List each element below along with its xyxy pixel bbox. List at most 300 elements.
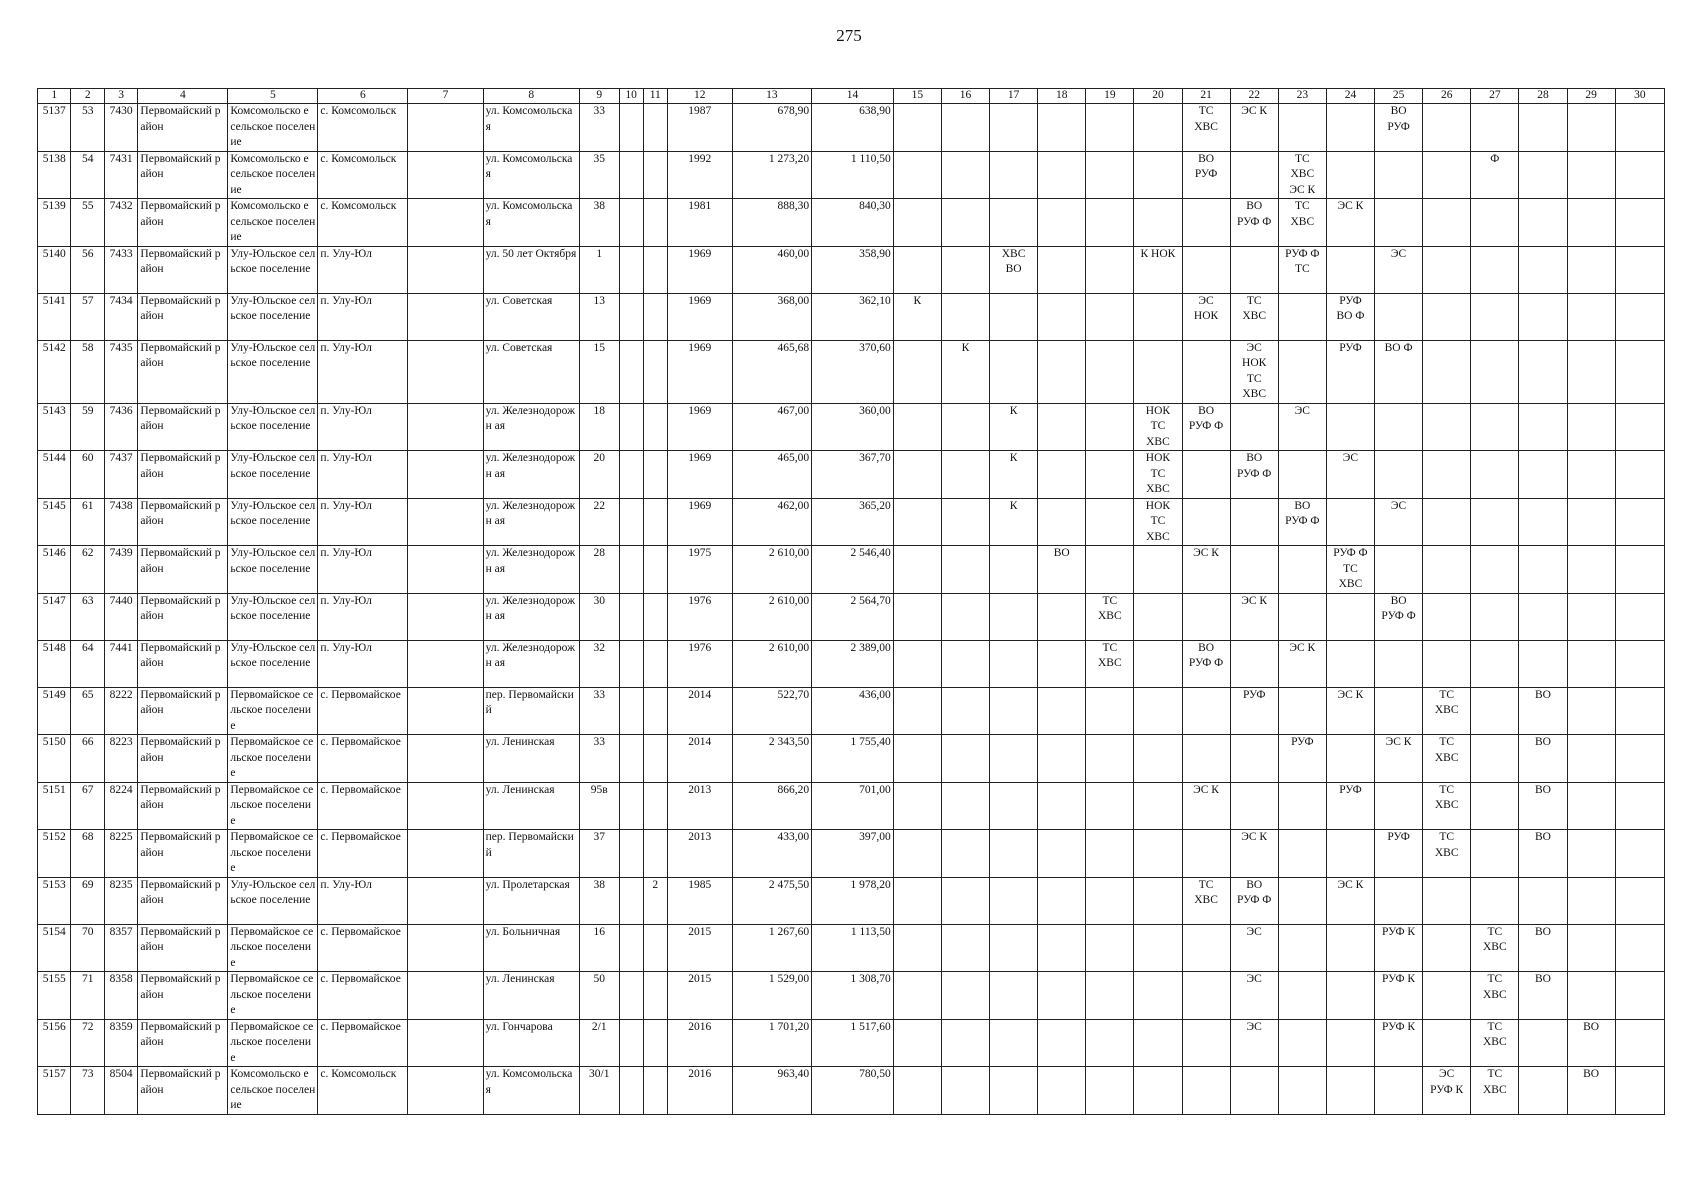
cell-col-20 bbox=[1134, 104, 1182, 152]
cell-col-3: 8504 bbox=[104, 1067, 137, 1115]
cell-col-19 bbox=[1086, 972, 1134, 1020]
cell-col-26 bbox=[1423, 782, 1471, 830]
cell-col-16 bbox=[941, 877, 989, 924]
cell-col-5: Первомайское сельское поселение bbox=[228, 924, 318, 972]
cell-col-12: 1976 bbox=[667, 640, 732, 687]
cell-col-20 bbox=[1134, 246, 1182, 293]
cell-col-2: 57 bbox=[71, 293, 104, 340]
mark-text: ХВС bbox=[1434, 704, 1459, 716]
cell-col-12: 2013 bbox=[667, 782, 732, 830]
cell-col-27 bbox=[1471, 403, 1519, 451]
cell-col-5: Первомайское сельское поселение bbox=[228, 782, 318, 830]
cell-col-26 bbox=[1423, 199, 1471, 247]
cell-col-15 bbox=[893, 735, 941, 783]
mark-text: К bbox=[1009, 404, 1018, 417]
cell-col-9: 35 bbox=[579, 151, 619, 199]
cell-col-22 bbox=[1230, 877, 1278, 924]
table-row bbox=[38, 546, 1665, 594]
cell-col-22 bbox=[1230, 640, 1278, 687]
cell-col-7 bbox=[408, 593, 483, 640]
cell-col-12: 1969 bbox=[667, 498, 732, 546]
mark-text: ВО bbox=[1005, 263, 1022, 275]
column-header-1: 1 bbox=[38, 89, 71, 104]
cell-col-1: 5147 bbox=[38, 593, 71, 640]
cell-col-9: 30/1 bbox=[579, 1067, 619, 1115]
cell-col-24 bbox=[1326, 782, 1374, 830]
cell-col-25 bbox=[1375, 403, 1423, 451]
cell-col-3: 7435 bbox=[104, 340, 137, 403]
table-row bbox=[38, 735, 1665, 783]
cell-col-21 bbox=[1182, 246, 1230, 293]
cell-col-17 bbox=[990, 403, 1038, 451]
cell-col-18 bbox=[1038, 246, 1086, 293]
cell-col-10 bbox=[619, 640, 643, 687]
cell-col-17 bbox=[990, 451, 1038, 499]
cell-col-19 bbox=[1086, 1019, 1134, 1067]
cell-col-11 bbox=[643, 293, 667, 340]
cell-col-4: Первомайский район bbox=[138, 199, 228, 247]
cell-col-11 bbox=[643, 924, 667, 972]
mark-text: ЭС К bbox=[1385, 736, 1412, 748]
cell-col-25 bbox=[1375, 498, 1423, 546]
cell-col-27 bbox=[1471, 498, 1519, 546]
mark-text: ЭС К bbox=[1289, 641, 1316, 654]
cell-col-15 bbox=[893, 640, 941, 687]
cell-col-27 bbox=[1471, 1067, 1519, 1115]
cell-col-18 bbox=[1038, 687, 1086, 735]
cell-col-10 bbox=[619, 104, 643, 152]
cell-col-16 bbox=[941, 687, 989, 735]
cell-col-29 bbox=[1567, 104, 1615, 152]
cell-col-27 bbox=[1471, 104, 1519, 152]
cell-col-16 bbox=[941, 104, 989, 152]
cell-col-3: 7440 bbox=[104, 593, 137, 640]
cell-col-27 bbox=[1471, 687, 1519, 735]
cell-col-12: 1987 bbox=[667, 104, 732, 152]
mark-text: ТС bbox=[1487, 1020, 1503, 1033]
cell-col-3: 7436 bbox=[104, 403, 137, 451]
cell-col-17 bbox=[990, 972, 1038, 1020]
mark-text: ХВС bbox=[1194, 120, 1218, 133]
cell-col-1: 5141 bbox=[38, 293, 71, 340]
cell-col-22 bbox=[1230, 293, 1278, 340]
cell-col-23 bbox=[1278, 877, 1326, 924]
cell-col-14: 1 110,50 bbox=[812, 151, 894, 199]
cell-col-16 bbox=[941, 593, 989, 640]
cell-col-20 bbox=[1134, 199, 1182, 247]
cell-col-24 bbox=[1326, 972, 1374, 1020]
cell-col-24 bbox=[1326, 293, 1374, 340]
cell-col-16 bbox=[941, 498, 989, 546]
mark-text: РУФ К bbox=[1382, 925, 1416, 938]
cell-col-8: ул. Ленинская bbox=[483, 735, 579, 783]
cell-col-14: 701,00 bbox=[812, 782, 894, 830]
cell-col-8: ул. Железнодорожн ая bbox=[483, 546, 579, 594]
cell-col-9: 2/1 bbox=[579, 1019, 619, 1067]
cell-col-3: 7430 bbox=[104, 104, 137, 152]
cell-col-29 bbox=[1567, 1019, 1615, 1067]
cell-col-15 bbox=[893, 293, 941, 340]
cell-col-23 bbox=[1278, 498, 1326, 546]
mark-text: ВО bbox=[1583, 1020, 1600, 1033]
cell-col-21 bbox=[1182, 1019, 1230, 1067]
cell-col-3: 8223 bbox=[104, 735, 137, 783]
mark-text: НОК bbox=[1145, 452, 1171, 464]
mark-text: ЭС К bbox=[1241, 594, 1268, 607]
cell-col-9: 37 bbox=[579, 830, 619, 878]
cell-col-1: 5148 bbox=[38, 640, 71, 687]
cell-col-26 bbox=[1423, 924, 1471, 972]
cell-col-8: ул. 50 лет Октября bbox=[483, 246, 579, 293]
cell-col-26 bbox=[1423, 735, 1471, 783]
column-header-13: 13 bbox=[732, 89, 812, 104]
cell-col-30 bbox=[1615, 451, 1664, 499]
mark-text: ТС bbox=[1439, 688, 1455, 701]
mark-text: ХВС bbox=[1434, 799, 1459, 811]
cell-col-5: Первомайское сельское поселение bbox=[228, 830, 318, 878]
cell-col-30 bbox=[1615, 830, 1664, 878]
column-header-17: 17 bbox=[990, 89, 1038, 104]
cell-col-30 bbox=[1615, 340, 1664, 403]
cell-col-18 bbox=[1038, 293, 1086, 340]
cell-col-4: Первомайский район bbox=[138, 782, 228, 830]
cell-col-3: 8222 bbox=[104, 687, 137, 735]
cell-col-16 bbox=[941, 293, 989, 340]
cell-col-3: 7432 bbox=[104, 199, 137, 247]
column-header-20: 20 bbox=[1134, 89, 1182, 104]
cell-col-22 bbox=[1230, 546, 1278, 594]
cell-col-1: 5137 bbox=[38, 104, 71, 152]
table-row bbox=[38, 640, 1665, 687]
mark-text: ХВС bbox=[1097, 610, 1122, 622]
cell-col-12: 2014 bbox=[667, 687, 732, 735]
cell-col-19 bbox=[1086, 735, 1134, 783]
cell-col-11 bbox=[643, 340, 667, 403]
cell-col-6: п. Улу-Юл bbox=[318, 593, 408, 640]
cell-col-18 bbox=[1038, 104, 1086, 152]
mark-text: ТС bbox=[1343, 562, 1358, 575]
cell-col-28 bbox=[1519, 1019, 1567, 1067]
cell-col-22 bbox=[1230, 830, 1278, 878]
cell-col-30 bbox=[1615, 640, 1664, 687]
cell-col-19 bbox=[1086, 924, 1134, 972]
table-row bbox=[38, 1067, 1665, 1115]
mark-text: РУФ К bbox=[1382, 1020, 1416, 1033]
cell-col-15 bbox=[893, 924, 941, 972]
mark-text: ХВС bbox=[1338, 578, 1363, 590]
column-header-14: 14 bbox=[812, 89, 894, 104]
cell-col-22 bbox=[1230, 1067, 1278, 1115]
cell-col-4: Первомайский район bbox=[138, 546, 228, 594]
cell-col-23 bbox=[1278, 640, 1326, 687]
cell-col-20 bbox=[1134, 640, 1182, 687]
cell-col-26 bbox=[1423, 546, 1471, 594]
cell-col-28 bbox=[1519, 104, 1567, 152]
cell-col-5: Улу-Юльское сельское поселение bbox=[228, 246, 318, 293]
cell-col-7 bbox=[408, 877, 483, 924]
cell-col-16 bbox=[941, 735, 989, 783]
cell-col-22 bbox=[1230, 735, 1278, 783]
cell-col-27 bbox=[1471, 593, 1519, 640]
cell-col-14: 1 978,20 bbox=[812, 877, 894, 924]
cell-col-28 bbox=[1519, 593, 1567, 640]
cell-col-22 bbox=[1230, 451, 1278, 499]
mark-text: ВО bbox=[1583, 1068, 1600, 1080]
cell-col-1: 5156 bbox=[38, 1019, 71, 1067]
cell-col-20 bbox=[1134, 340, 1182, 403]
cell-col-14: 2 564,70 bbox=[812, 593, 894, 640]
cell-col-6: с. Комсомольск bbox=[318, 104, 408, 152]
cell-col-10 bbox=[619, 593, 643, 640]
cell-col-6: п. Улу-Юл bbox=[318, 640, 408, 687]
cell-col-13: 1 701,20 bbox=[732, 1019, 812, 1067]
column-header-7: 7 bbox=[408, 89, 483, 104]
mark-text: ТС bbox=[1487, 973, 1503, 985]
cell-col-23 bbox=[1278, 451, 1326, 499]
mark-text: ТС bbox=[1294, 152, 1310, 165]
mark-text: ВО bbox=[1534, 925, 1551, 938]
cell-col-20 bbox=[1134, 498, 1182, 546]
cell-col-20 bbox=[1134, 151, 1182, 199]
cell-col-28 bbox=[1519, 877, 1567, 924]
cell-col-29 bbox=[1567, 593, 1615, 640]
cell-col-30 bbox=[1615, 877, 1664, 924]
register-table bbox=[37, 88, 1665, 1115]
cell-col-30 bbox=[1615, 593, 1664, 640]
cell-col-21 bbox=[1182, 877, 1230, 924]
cell-col-26 bbox=[1423, 687, 1471, 735]
cell-col-13: 2 610,00 bbox=[732, 640, 812, 687]
cell-col-2: 54 bbox=[71, 151, 104, 199]
cell-col-15 bbox=[893, 151, 941, 199]
cell-col-15 bbox=[893, 546, 941, 594]
cell-col-6: с. Первомайское bbox=[318, 687, 408, 735]
cell-col-25 bbox=[1375, 782, 1423, 830]
cell-col-4: Первомайский район bbox=[138, 293, 228, 340]
mark-text: ЭС bbox=[1294, 404, 1310, 417]
cell-col-10 bbox=[619, 782, 643, 830]
cell-col-22 bbox=[1230, 972, 1278, 1020]
cell-col-24 bbox=[1326, 498, 1374, 546]
mark-text: ХВС bbox=[1290, 168, 1315, 180]
cell-col-3: 7441 bbox=[104, 640, 137, 687]
cell-col-21 bbox=[1182, 199, 1230, 247]
cell-col-28 bbox=[1519, 972, 1567, 1020]
cell-col-18 bbox=[1038, 151, 1086, 199]
cell-col-15 bbox=[893, 104, 941, 152]
cell-col-22 bbox=[1230, 1019, 1278, 1067]
mark-text: ТС bbox=[1294, 263, 1310, 275]
cell-col-17 bbox=[990, 151, 1038, 199]
cell-col-13: 866,20 bbox=[732, 782, 812, 830]
cell-col-26 bbox=[1423, 151, 1471, 199]
cell-col-10 bbox=[619, 403, 643, 451]
cell-col-9: 13 bbox=[579, 293, 619, 340]
cell-col-18 bbox=[1038, 1067, 1086, 1115]
mark-text: ХВС bbox=[1097, 657, 1122, 669]
cell-col-2: 64 bbox=[71, 640, 104, 687]
table-row bbox=[38, 403, 1665, 451]
column-header-3: 3 bbox=[104, 89, 137, 104]
cell-col-30 bbox=[1615, 151, 1664, 199]
cell-col-26 bbox=[1423, 972, 1471, 1020]
cell-col-19 bbox=[1086, 199, 1134, 247]
cell-col-12: 1992 bbox=[667, 151, 732, 199]
mark-text: ТС bbox=[1198, 878, 1214, 891]
cell-col-13: 2 475,50 bbox=[732, 877, 812, 924]
cell-col-30 bbox=[1615, 403, 1664, 451]
cell-col-5: Комсомольско е сельское поселение bbox=[228, 151, 318, 199]
cell-col-4: Первомайский район bbox=[138, 1019, 228, 1067]
cell-col-30 bbox=[1615, 687, 1664, 735]
cell-col-29 bbox=[1567, 546, 1615, 594]
cell-col-29 bbox=[1567, 735, 1615, 783]
cell-col-20 bbox=[1134, 293, 1182, 340]
mark-text: ТС bbox=[1150, 420, 1166, 432]
cell-col-25 bbox=[1375, 340, 1423, 403]
mark-text: РУФ bbox=[1339, 783, 1362, 796]
cell-col-10 bbox=[619, 1067, 643, 1115]
cell-col-30 bbox=[1615, 546, 1664, 594]
cell-col-2: 65 bbox=[71, 687, 104, 735]
cell-col-16 bbox=[941, 640, 989, 687]
cell-col-28 bbox=[1519, 782, 1567, 830]
cell-col-23 bbox=[1278, 830, 1326, 878]
cell-col-11 bbox=[643, 546, 667, 594]
cell-col-20 bbox=[1134, 830, 1182, 878]
cell-col-15 bbox=[893, 593, 941, 640]
cell-col-18 bbox=[1038, 640, 1086, 687]
cell-col-19 bbox=[1086, 640, 1134, 687]
mark-text: Ф bbox=[1490, 152, 1500, 165]
cell-col-9: 15 bbox=[579, 340, 619, 403]
cell-col-21 bbox=[1182, 546, 1230, 594]
cell-col-5: Улу-Юльское сельское поселение bbox=[228, 546, 318, 594]
cell-col-16 bbox=[941, 403, 989, 451]
cell-col-27 bbox=[1471, 546, 1519, 594]
cell-col-2: 68 bbox=[71, 830, 104, 878]
mark-text: ВО bbox=[1534, 831, 1551, 843]
column-header-11: 11 bbox=[643, 89, 667, 104]
table-row bbox=[38, 687, 1665, 735]
cell-col-8: ул. Железнодорожн ая bbox=[483, 498, 579, 546]
cell-col-21 bbox=[1182, 924, 1230, 972]
cell-col-20 bbox=[1134, 1019, 1182, 1067]
mark-text: ХВС bbox=[1482, 988, 1507, 1001]
cell-col-25 bbox=[1375, 246, 1423, 293]
cell-col-29 bbox=[1567, 403, 1615, 451]
cell-col-16 bbox=[941, 782, 989, 830]
cell-col-1: 5138 bbox=[38, 151, 71, 199]
column-header-23: 23 bbox=[1278, 89, 1326, 104]
cell-col-6: с. Первомайское bbox=[318, 735, 408, 783]
cell-col-7 bbox=[408, 830, 483, 878]
cell-col-19 bbox=[1086, 151, 1134, 199]
cell-col-26 bbox=[1423, 593, 1471, 640]
cell-col-5: Улу-Юльское сельское поселение bbox=[228, 640, 318, 687]
cell-col-24 bbox=[1326, 246, 1374, 293]
cell-col-19 bbox=[1086, 593, 1134, 640]
mark-text: РУФ bbox=[1339, 294, 1362, 307]
mark-text: ТС bbox=[1198, 105, 1214, 117]
cell-col-25 bbox=[1375, 972, 1423, 1020]
cell-col-27 bbox=[1471, 1019, 1519, 1067]
mark-text: ЭС bbox=[1439, 1068, 1455, 1080]
cell-col-7 bbox=[408, 1067, 483, 1115]
cell-col-24 bbox=[1326, 546, 1374, 594]
cell-col-24 bbox=[1326, 451, 1374, 499]
cell-col-18 bbox=[1038, 782, 1086, 830]
cell-col-29 bbox=[1567, 451, 1615, 499]
cell-col-9: 30 bbox=[579, 593, 619, 640]
cell-col-4: Первомайский район bbox=[138, 877, 228, 924]
mark-text: ХВС bbox=[1482, 1036, 1507, 1048]
cell-col-2: 62 bbox=[71, 546, 104, 594]
cell-col-6: с. Первомайское bbox=[318, 1019, 408, 1067]
cell-col-1: 5151 bbox=[38, 782, 71, 830]
mark-text: ЭС К bbox=[1337, 200, 1364, 212]
cell-col-23 bbox=[1278, 293, 1326, 340]
cell-col-4: Первомайский район bbox=[138, 924, 228, 972]
cell-col-23 bbox=[1278, 104, 1326, 152]
column-header-15: 15 bbox=[893, 89, 941, 104]
cell-col-23 bbox=[1278, 735, 1326, 783]
mark-text: ТС bbox=[1487, 1068, 1503, 1080]
cell-col-7 bbox=[408, 104, 483, 152]
cell-col-14: 1 308,70 bbox=[812, 972, 894, 1020]
cell-col-9: 50 bbox=[579, 972, 619, 1020]
cell-col-22 bbox=[1230, 151, 1278, 199]
cell-col-12: 2016 bbox=[667, 1019, 732, 1067]
cell-col-30 bbox=[1615, 199, 1664, 247]
cell-col-17 bbox=[990, 498, 1038, 546]
cell-col-11 bbox=[643, 782, 667, 830]
column-header-2: 2 bbox=[71, 89, 104, 104]
cell-col-19 bbox=[1086, 687, 1134, 735]
cell-col-2: 69 bbox=[71, 877, 104, 924]
cell-col-24 bbox=[1326, 199, 1374, 247]
cell-col-7 bbox=[408, 199, 483, 247]
cell-col-24 bbox=[1326, 593, 1374, 640]
mark-text: ВО bbox=[1294, 499, 1311, 512]
cell-col-10 bbox=[619, 498, 643, 546]
mark-text: РУФ Ф bbox=[1333, 547, 1368, 559]
cell-col-6: п. Улу-Юл bbox=[318, 451, 408, 499]
cell-col-27 bbox=[1471, 151, 1519, 199]
cell-col-8: ул. Железнодорожн ая bbox=[483, 640, 579, 687]
cell-col-28 bbox=[1519, 687, 1567, 735]
mark-text: ЭС bbox=[1198, 294, 1214, 307]
cell-col-1: 5140 bbox=[38, 246, 71, 293]
cell-col-12: 1969 bbox=[667, 340, 732, 403]
cell-col-7 bbox=[408, 782, 483, 830]
cell-col-9: 33 bbox=[579, 735, 619, 783]
cell-col-5: Улу-Юльское сельское поселение bbox=[228, 293, 318, 340]
cell-col-21 bbox=[1182, 403, 1230, 451]
cell-col-30 bbox=[1615, 924, 1664, 972]
cell-col-25 bbox=[1375, 293, 1423, 340]
cell-col-8: ул. Советская bbox=[483, 293, 579, 340]
cell-col-28 bbox=[1519, 403, 1567, 451]
cell-col-17 bbox=[990, 1019, 1038, 1067]
cell-col-21 bbox=[1182, 972, 1230, 1020]
mark-text: ЭС К bbox=[1337, 688, 1364, 701]
cell-col-11 bbox=[643, 735, 667, 783]
column-header-29: 29 bbox=[1567, 89, 1615, 104]
mark-text: ТС bbox=[1439, 736, 1455, 748]
cell-col-8: ул. Комсомольская bbox=[483, 199, 579, 247]
cell-col-29 bbox=[1567, 640, 1615, 687]
